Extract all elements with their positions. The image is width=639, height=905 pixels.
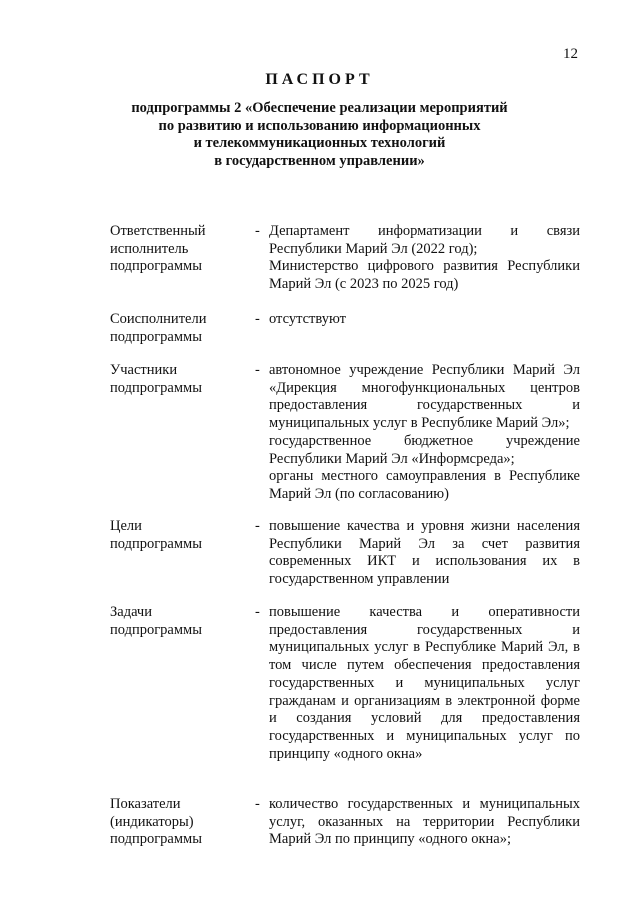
- section-paragraph: автономное учреждение Республики Марий Эл «Дирекция многофункциональных центров предоставления государственных и муниципальных услуг в Республике Марий Эл»;: [269, 362, 580, 432]
- section-label-line: Участники: [110, 362, 178, 378]
- section-label-line: (индикаторы): [110, 813, 194, 830]
- section-label-line: Соисполнители: [110, 311, 207, 327]
- section-label-line: исполнитель: [110, 240, 189, 257]
- section-value: [269, 796, 580, 849]
- section-dash: -: [255, 362, 260, 378]
- section-paragraph: органы местного самоуправления в Республике Марий Эл (по согласованию): [269, 468, 580, 502]
- section-label-line: Задачи: [110, 604, 152, 620]
- section-label: [110, 604, 240, 639]
- section-label-line: подпрограммы: [110, 535, 202, 552]
- section-label-line: Цели: [110, 518, 142, 534]
- section-label: [110, 362, 240, 397]
- section-paragraph: повышение качества и оперативности предоставления государственных и муниципальных услуг в Республике Марий Эл, в том числе путем обеспечения предоставления государственных и муниципальных услуг гражданам и организациям в электронной форме и создания условий для предоставления государственных и муниципальных услуг по принципу «одного окна»: [269, 604, 580, 762]
- section-paragraph: повышение качества и уровня жизни населения Республики Марий Эл за счет развития современных ИКТ и использования их в государственном управлении: [269, 518, 580, 588]
- subtitle-line: подпрограммы 2 «Обеспечение реализации мероприятий: [131, 100, 508, 116]
- section-paragraph: отсутствуют: [269, 311, 346, 327]
- section-label-line: подпрограммы: [110, 258, 202, 275]
- subtitle-line: в государственном управлении»: [214, 152, 425, 169]
- section-label: [110, 223, 240, 276]
- section-paragraph: количество государственных и муниципальных услуг, оказанных на территории Республики Марий Эл по принципу «одного окна»;: [269, 796, 580, 848]
- section-label-line: Ответственный: [110, 223, 206, 239]
- section-dash: -: [255, 311, 260, 327]
- section-dash: -: [255, 223, 260, 239]
- section-value: [269, 223, 580, 294]
- section-label-line: Показатели: [110, 796, 181, 812]
- section-paragraph: Департамент информатизации и связи Республики Марий Эл (2022 год);: [269, 223, 580, 257]
- subtitle-line: и телекоммуникационных технологий: [193, 135, 446, 151]
- section-label: [110, 311, 240, 346]
- page-number: 12: [563, 46, 578, 62]
- section-value: [269, 311, 580, 329]
- section-dash: -: [255, 796, 260, 812]
- section-value: [269, 362, 580, 504]
- document-subtitle: [0, 100, 639, 170]
- section-value: [269, 604, 580, 763]
- section-label-line: подпрограммы: [110, 831, 202, 848]
- section-label: [110, 796, 240, 849]
- section-label-line: подпрограммы: [110, 621, 202, 638]
- section-label-line: подпрограммы: [110, 328, 202, 345]
- subtitle-line: по развитию и использованию информационных: [158, 117, 481, 134]
- document-title: ПАСПОРТ: [265, 71, 374, 88]
- section-dash: -: [255, 604, 260, 620]
- section-paragraph: государственное бюджетное учреждение Республики Марий Эл «Информсреда»;: [269, 432, 580, 467]
- section-dash: -: [255, 518, 260, 534]
- section-paragraph: Министерство цифрового развития Республики Марий Эл (с 2023 по 2025 год): [269, 258, 580, 293]
- section-value: [269, 518, 580, 589]
- section-label: [110, 518, 240, 553]
- section-label-line: подпрограммы: [110, 379, 202, 396]
